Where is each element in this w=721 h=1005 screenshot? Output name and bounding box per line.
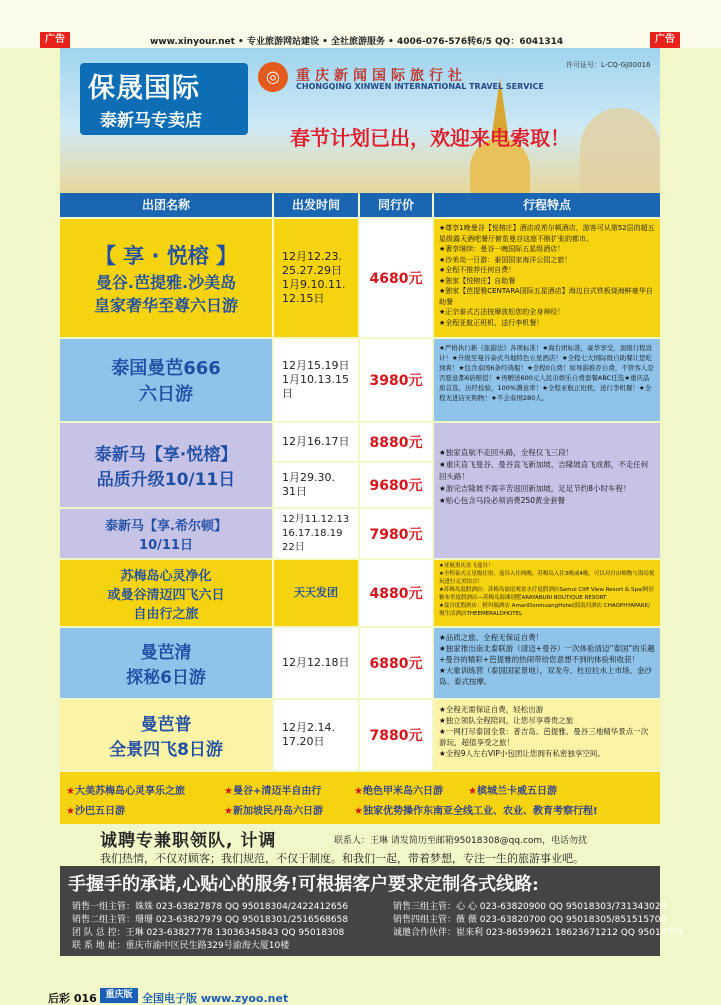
tour-dates: 12月2.14. 17.20日 [274, 700, 358, 770]
col-header-name: 出团名称 [60, 193, 272, 217]
page-number: 后彩 016 [48, 992, 97, 1005]
recruit-title: 诚聘专兼职领队, 计调 [100, 831, 277, 851]
highlight-item: ★槟城兰卡威五日游 [468, 786, 557, 797]
brand-name: 保晟国际 [88, 73, 200, 104]
tour-dates-hilton: 12月11.12.13 16.17.18.19 22日 [274, 509, 358, 558]
contact-line: 销售三组主管：心 心 023-63820900 QQ 95018303/731343028 [393, 902, 667, 912]
tour-row-koh-samui[interactable] [60, 560, 660, 626]
col-header-price: 同行价 [360, 193, 432, 217]
ad-tag-left: 广告 [40, 32, 70, 48]
tour-dates: 12月12.23. 25.27.29日 1月9.10.11. 12.15日 [274, 219, 358, 337]
contact-line: 诚邀合作伙伴：崔来利 023-86599621 18623671212 QQ 95018309 [393, 928, 684, 938]
brand-subtitle: 泰新马专卖店 [100, 111, 202, 131]
tour-price: 3980元 [360, 339, 432, 421]
tour-name: 曼芭清 探秘6日游 [60, 628, 272, 698]
contact-line: 销售二组主管：珊珊 023-63827979 QQ 95018301/2516568658 [72, 915, 349, 925]
contact-line: 销售四组主管：薇 薇 023-63820700 QQ 95018305/851515708 [393, 915, 667, 925]
recruit-text: 我们热情，不仅对顾客；我们规范，不仅于制度。和我们一起，带着梦想，专注一生的旅游事业吧。 [100, 852, 584, 865]
agency-logo-icon: ◎ [258, 62, 288, 92]
tour-dates: 天天发团 [274, 560, 358, 626]
tour-name: 苏梅岛心灵净化 或曼谷清迈四飞六日 自由行之旅 [60, 560, 272, 626]
ad-tag-right: 广告 [650, 32, 680, 48]
tour-price-hilton: 7980元 [360, 509, 432, 558]
highlight-item: ★沙巴五日游 [66, 806, 125, 817]
edition-badge: 重庆版 [100, 988, 138, 1003]
tour-features: ★严格执行新《旅游法》各项标准！★海台团标准，豪华享受，顶级行程设计！★升级至曼谷泰式当地特色五星酒店！★全程七大国际级自助餐让您吃到爽！★包含泰国6条经典船！★全程0自费！如导游推荐自费，不管客人是否愿意都6倍赔偿！★再赠送600元人民币娱乐自费套餐ABC任选★重庆品质首选，历经检验，100%满意率！★全程亚航正班机，送行李机餐！★全程无进店无购物！★不会泰国280人。 [434, 339, 660, 421]
palace-illustration [580, 108, 660, 195]
tour-row-mangba666[interactable] [60, 339, 660, 421]
agency-name-en: CHONGQING XINWEN INTERNATIONAL TRAVEL SERVICE [296, 82, 544, 91]
col-header-features: 行程特点 [434, 193, 660, 217]
tour-features: ★独家直航不走回头路，全程仅飞三段！ ★重庆直飞曼谷、曼谷直飞新加坡、吉隆坡直飞成都，不走任何回头路！ ★游完吉隆坡不需辛苦返回新加坡，足足节约8小时车程！ ★贴心包含马段必须消费250黄金套餐 [434, 423, 660, 558]
footer-site-link[interactable]: 全国电子版 www.zyoo.net [142, 992, 289, 1005]
tour-name: 【 享 · 悦榕 】 曼谷.芭提雅.沙美岛 皇家奢华至尊六日游 [60, 219, 272, 337]
tour-name: 曼芭普 全景四飞8日游 [60, 700, 272, 770]
tour-features: ★尊享1晚曼谷【悦榕庄】酒店或希尔顿酒店，游客可从第52层的超五星级露天酒吧餐厅俯览曼谷这座不断扩张的都市。 ★奢享继续：曼谷一晚国际五星级酒店！ ★沙美岛一日游：泰国国家海洋公园之旅！ ★全程不推荐任何自费！ ★独家【悦榕庄】自助餐 ★独家【芭提雅CENTARA国际五星酒店】海边自式铁板烧海鲜豪华自助餐 ★正宗泰式古法按摩放松您的全身神经！ ★全程亚航正班机，送行李机餐！ [434, 219, 660, 337]
tour-row-yueyong[interactable] [60, 219, 660, 337]
tour-price: 4680元 [360, 219, 432, 337]
tour-price: 6880元 [360, 628, 432, 698]
tour-date-option-1: 12月16.17日 [274, 423, 358, 461]
highlight-item: ★独家优势操作东南亚全线工业、农业、教育考察行程! [354, 806, 598, 817]
agency-name-cn: 重庆新闻国际旅行社 [296, 68, 467, 84]
tour-row-taixinma[interactable] [60, 423, 660, 558]
tour-features: ★亚航重庆直飞曼谷！ ★全程泰式五星级住宿，曼谷入住两晚，苏梅岛入住3晚或4晚，可以对自由购物与海岛悦玩进行完美结合！ ★苏梅岛度假酒店：苏梅岛悬崖观景水疗度假酒店Samui Cliff View Resort & Spa/阿拉雅布里度假酒店—苏梅岛海滩别墅ARAYABURI BOUTIQUE RESORT ★曼谷度假酒店：阿玛瑞酒店 AmariDonmuangHotel/湄南河酒店 CHAOPHYAPARK/慢生活酒店THEEMERALDHOTEL [434, 560, 660, 626]
tour-row-mangbaqing[interactable] [60, 628, 660, 698]
top-website-line[interactable]: www.xinyour.net • 专业旅游网站建设 • 全社旅游服务 • 4006-076-576转6/5 QQ：6041314 [150, 37, 564, 47]
contact-line: 销售一组主管：姝姝 023-63827878 QQ 95018304/2422412656 [72, 902, 349, 912]
highlight-item: ★大美苏梅岛心灵享乐之旅 [66, 786, 185, 797]
tour-name: 泰新马【享·悦榕】 品质升级10/11日 [60, 423, 272, 507]
highlight-item: ★绝色甲米岛六日游 [354, 786, 443, 797]
tour-price: 7880元 [360, 700, 432, 770]
tour-features: ★全程无需保证自费，轻松出游 ★独立领队全程陪同，让您尽享尊贵之旅 ★一网打尽泰国全景：普吉岛、芭提雅、曼谷三地精华景点一次游玩，超值享受之旅！ ★全程9人左右VIP小包团让您拥有私密独享空间。 [434, 700, 660, 770]
tour-dates: 12月15.19日 1月10.13.15 日 [274, 339, 358, 421]
tour-row-mangbapu[interactable] [60, 700, 660, 770]
tour-features: ★品质之旅、全程无保证自费！ ★独家推出南北泰联游（清迈+曼谷）一次体验清迈“泰国”的乐趣+曼谷的精彩+芭提雅的热闹带给您意想不到的体验和收获！ ★大象训练营（泰国国家景地），双龙寺、杜拉拉水上市场、金沙岛、泰式按摩。 [434, 628, 660, 698]
highlight-item: ★曼谷+清迈半自由行 [224, 786, 322, 797]
tour-name: 泰国曼芭666 六日游 [60, 339, 272, 421]
tour-name-hilton: 泰新马【享.希尔顿】 10/11日 [60, 509, 272, 558]
tour-dates: 12月12.18日 [274, 628, 358, 698]
tour-price-option-1: 8880元 [360, 423, 432, 461]
tour-price-option-2: 9680元 [360, 463, 432, 507]
tour-price: 4880元 [360, 560, 432, 626]
contact-address: 联 系 地 址：重庆市渝中区民生路329号渝海大厦10楼 [72, 941, 290, 951]
contact-line: 团 队 总 控：王琳 023-63827778 13036345843 QQ 95018308 [72, 928, 345, 938]
col-header-date: 出发时间 [274, 193, 358, 217]
slogan: 春节计划已出，欢迎来电索取！ [290, 126, 570, 150]
license-number: 许可证号：L-CQ-GJ00016 [566, 61, 651, 69]
recruit-contact: 联系人：王琳 请发简历至邮箱95018308@qq.com，电话勿扰 [334, 836, 588, 846]
contact-band-title: 手握手的承诺,心贴心的服务!可根据客户要求定制各式线路: [68, 874, 539, 895]
tour-date-option-2: 1月29.30. 31日 [274, 463, 358, 507]
highlight-item: ★新加坡民丹岛六日游 [224, 806, 323, 817]
